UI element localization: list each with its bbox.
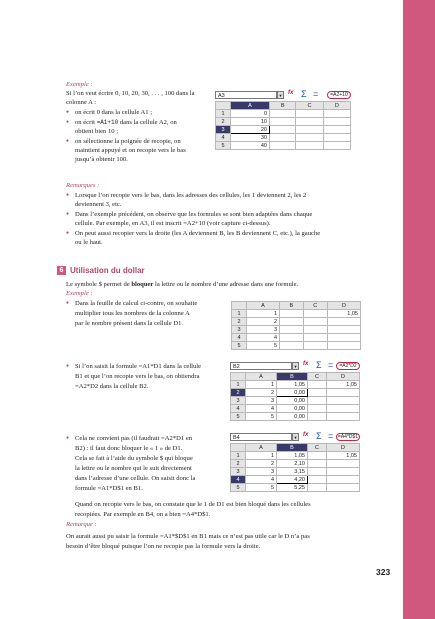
column-header-c[interactable]: C (303, 302, 327, 310)
cell[interactable]: 1,05 (277, 381, 308, 389)
column-header-c[interactable]: C (308, 444, 327, 452)
example-intro-line: Si l’on veut écrire 0, 10, 20, 30, . . . , 100 dans la (66, 90, 195, 97)
cell[interactable]: 1 (247, 310, 280, 318)
cell[interactable]: 0,00 (277, 397, 308, 405)
cell[interactable] (323, 118, 350, 126)
cell[interactable] (296, 142, 323, 150)
cell[interactable] (328, 326, 361, 334)
cell[interactable] (308, 460, 327, 468)
chevron-down-icon[interactable]: ▼ (293, 435, 298, 440)
equals-icon[interactable]: = (313, 89, 319, 99)
cell[interactable] (270, 126, 296, 134)
cell[interactable]: 2 (247, 318, 280, 326)
name-box[interactable]: B2 (230, 362, 292, 370)
cell[interactable]: 5 (246, 484, 277, 492)
cell[interactable]: 5 (247, 342, 280, 350)
bullet-continuation: B1 et que l’on recopie vers le bas, on obtiendra (75, 373, 200, 380)
corner-cell[interactable] (232, 302, 247, 310)
remark-text: On aurait aussi pu saisir la formule =A1*$D$1 en B1 mais ce n’est pas utile car le D n’a pas (66, 533, 310, 540)
row-header[interactable]: 5 (216, 142, 231, 150)
bullet-continuation: maintient appuyé et on recopie vers le bas (75, 147, 186, 154)
example-intro-line: colonne A : (66, 99, 97, 106)
cell[interactable] (280, 326, 304, 334)
row-header[interactable]: 2 (231, 460, 246, 468)
row-header[interactable]: 4 (216, 134, 231, 142)
row-header[interactable]: 5 (231, 484, 246, 492)
remarks-label: Remarques : (66, 182, 100, 189)
cell[interactable] (280, 334, 304, 342)
cell[interactable]: 1 (246, 381, 277, 389)
spreadsheet-example-4 (230, 432, 360, 498)
column-header-d[interactable]: D (326, 444, 359, 452)
cell[interactable] (296, 118, 323, 126)
column-header-a[interactable]: A (246, 444, 277, 452)
bullet-continuation: deviennent 3, etc. (75, 201, 122, 208)
cell[interactable] (323, 142, 350, 150)
bullet-continuation: jusqu’à obtenir 100. (75, 156, 128, 163)
cell[interactable]: 1 (246, 452, 277, 460)
row-header[interactable]: 2 (231, 389, 246, 397)
function-wizard-icon[interactable]: fx (303, 361, 309, 367)
bullet-item: ● Si l’on saisit la formule =A1*D1 dans la cellule (75, 362, 201, 371)
remark-text: besoin d’être bloqué puisque l’on ne recopie pas la formule vers la droite. (66, 543, 261, 550)
column-header-d[interactable]: D (328, 302, 361, 310)
cell[interactable] (326, 389, 359, 397)
spreadsheet-example-3 (230, 361, 360, 427)
spreadsheet-example-1 (215, 90, 351, 156)
chevron-down-icon[interactable]: ▼ (278, 93, 283, 98)
conclusion-text: Quand on recopie vers le bas, on constate que le 1 de D1 est bien bloqué dans les cellules (75, 501, 311, 508)
cell[interactable] (296, 134, 323, 142)
section-number-badge: 6 (57, 266, 66, 275)
cell[interactable]: 2 (246, 460, 277, 468)
spreadsheet-example-2 (231, 301, 361, 351)
bullet-item: ● on écrit =A1+10 dans la cellule A2, on (75, 118, 177, 127)
cell[interactable]: 0 (231, 110, 270, 118)
corner-cell[interactable] (231, 373, 246, 381)
function-wizard-icon[interactable]: fx (303, 432, 309, 438)
name-box[interactable]: A3 (215, 91, 277, 99)
row-header[interactable]: 2 (232, 318, 247, 326)
cell[interactable]: 0,00 (277, 405, 308, 413)
cell[interactable] (308, 468, 327, 476)
column-header-b[interactable]: B (280, 302, 304, 310)
section-title: Utilisation du dollar (70, 266, 145, 275)
cell[interactable]: 4 (246, 476, 277, 484)
cell[interactable] (303, 310, 327, 318)
active-cell[interactable]: 4,20 (277, 476, 308, 484)
row-header[interactable]: 5 (231, 413, 246, 421)
row-header[interactable]: 3 (216, 126, 231, 134)
bullet-item: ● on écrit 0 dans la cellule A1 ; (75, 108, 152, 117)
cell[interactable] (326, 476, 359, 484)
formula-field[interactable]: =A2*D2 (336, 362, 360, 370)
row-header[interactable]: 3 (231, 468, 246, 476)
cell[interactable]: 2 (246, 389, 277, 397)
cell[interactable] (308, 405, 327, 413)
cell[interactable] (303, 318, 327, 326)
row-header[interactable]: 1 (231, 452, 246, 460)
cell[interactable] (326, 397, 359, 405)
cell[interactable]: 30 (231, 134, 270, 142)
cell[interactable] (308, 397, 327, 405)
sum-icon[interactable]: Σ (316, 360, 322, 370)
bullet-continuation: formule =A1*D$1 en B1. (75, 485, 143, 492)
bullet-item: ● on sélectionne la poignée de recopie, on (75, 137, 181, 146)
column-header-c[interactable]: C (308, 373, 327, 381)
column-header-c[interactable]: C (296, 102, 323, 110)
cell[interactable] (296, 126, 323, 134)
equals-icon[interactable]: = (328, 431, 334, 441)
active-cell[interactable]: 0,00 (277, 389, 308, 397)
cell[interactable]: 3 (246, 468, 277, 476)
cell[interactable] (280, 342, 304, 350)
cell[interactable] (326, 468, 359, 476)
bullet-continuation: cellule. Par exemple, en A3, il est inscrit =A2+10 (voir capture ci-dessus). (75, 220, 271, 227)
cell[interactable]: 1,05 (326, 452, 359, 460)
cell[interactable] (326, 484, 359, 492)
row-header[interactable]: 1 (232, 310, 247, 318)
bullet-item: ● Cela ne convient pas (il faudrait =A2*D1 en (75, 434, 192, 443)
cell[interactable]: 1,05 (326, 381, 359, 389)
cell[interactable]: 3,15 (277, 468, 308, 476)
cell[interactable]: 4 (247, 334, 280, 342)
example-label: Exemple : (66, 81, 93, 88)
row-header[interactable]: 1 (231, 381, 246, 389)
cell[interactable] (280, 318, 304, 326)
cell[interactable] (308, 389, 327, 397)
sum-icon[interactable]: Σ (316, 431, 322, 441)
bullet-continuation: obtient bien 10 ; (75, 128, 119, 135)
name-box[interactable]: B4 (230, 433, 292, 441)
cell[interactable] (326, 405, 359, 413)
cell[interactable]: 1,05 (277, 452, 308, 460)
cell[interactable] (303, 326, 327, 334)
bullet-item: ● Dans la feuille de calcul ci-contre, on souhaite (75, 299, 197, 308)
formula-field[interactable]: =A4*D$1 (337, 434, 359, 440)
column-header-a[interactable]: A (231, 102, 270, 110)
row-header[interactable]: 2 (216, 118, 231, 126)
example-label: Exemple : (66, 290, 93, 297)
row-header[interactable]: 5 (232, 342, 247, 350)
cell[interactable]: 0,00 (277, 413, 308, 421)
column-header-b[interactable]: B (277, 444, 308, 452)
cell[interactable] (303, 342, 327, 350)
cell[interactable] (303, 334, 327, 342)
column-header-b[interactable]: B (270, 102, 296, 110)
cell[interactable]: 10 (231, 118, 270, 126)
spreadsheet-grid (230, 372, 360, 421)
cell[interactable] (308, 452, 327, 460)
spreadsheet-grid (231, 301, 361, 350)
cell[interactable]: 5,25 (277, 484, 308, 492)
spreadsheet-grid (230, 443, 360, 492)
bullet-continuation: multiplier tous les nombres de la colonne A (75, 310, 190, 317)
cell[interactable]: 5 (246, 413, 277, 421)
bullet-item: ● Lorsque l’on recopie vers le bas, dans les adresses des cellules, les 1 deviennent 2, les 2 (75, 191, 306, 200)
cell[interactable] (308, 413, 327, 421)
cell[interactable] (270, 118, 296, 126)
bullet-item: ● Dans l’exemple précédent, on observe que les formules se sont bien adaptées dans chaque (75, 210, 312, 219)
column-header-a[interactable]: A (246, 373, 277, 381)
cell[interactable] (270, 134, 296, 142)
cell[interactable]: 40 (231, 142, 270, 150)
page-number: 323 (376, 567, 391, 577)
cell[interactable] (308, 476, 327, 484)
bullet-continuation: par le nombre présent dans la cellule D1. (75, 320, 184, 327)
column-header-a[interactable]: A (247, 302, 280, 310)
cell[interactable] (326, 413, 359, 421)
cell[interactable] (308, 484, 327, 492)
cell[interactable]: 3 (246, 397, 277, 405)
section-intro: Le symbole $ permet de bloquer la lettre ou le nombre d’une adresse dans une formule. (66, 281, 299, 288)
conclusion-text: recopiées. Par exemple en B4, on a bien =A4*D$1. (75, 511, 211, 518)
cell[interactable]: 2,10 (277, 460, 308, 468)
cell[interactable]: 3 (247, 326, 280, 334)
equals-icon[interactable]: = (328, 360, 334, 370)
cell[interactable] (328, 342, 361, 350)
row-header[interactable]: 4 (232, 334, 247, 342)
bullet-continuation: =A2*D2 dans la cellule B2. (75, 383, 149, 390)
cell[interactable] (280, 310, 304, 318)
cell[interactable] (323, 126, 350, 134)
cell[interactable] (308, 381, 327, 389)
chevron-down-icon[interactable]: ▼ (293, 364, 298, 369)
cell[interactable]: 1,05 (328, 310, 361, 318)
bullet-continuation: ou le haut. (75, 239, 103, 246)
row-header[interactable]: 3 (232, 326, 247, 334)
row-header[interactable]: 1 (216, 110, 231, 118)
column-header-b[interactable]: B (277, 373, 308, 381)
cell[interactable] (328, 334, 361, 342)
row-header[interactable]: 4 (231, 405, 246, 413)
formula-field[interactable]: =A2+10 (327, 91, 351, 99)
bullet-continuation: dans l’adresse d’une cellule. On saisit donc la (75, 475, 196, 482)
cell[interactable] (296, 110, 323, 118)
bullet-continuation: la lettre ou le nombre qui le suit directement (75, 465, 192, 472)
cell[interactable] (328, 318, 361, 326)
cell[interactable]: 4 (246, 405, 277, 413)
bullet-continuation: Cela se fait à l’aide du symbole $ qui bloque (75, 455, 193, 462)
cell[interactable] (323, 110, 350, 118)
spreadsheet-grid (215, 101, 351, 150)
column-header-d[interactable]: D (323, 102, 350, 110)
cell[interactable] (323, 134, 350, 142)
corner-cell[interactable] (216, 102, 231, 110)
row-header[interactable]: 4 (231, 476, 246, 484)
cell[interactable] (270, 142, 296, 150)
sum-icon[interactable]: Σ (301, 89, 307, 99)
corner-cell[interactable] (231, 444, 246, 452)
function-wizard-icon[interactable]: fx (288, 90, 294, 96)
cell[interactable] (270, 110, 296, 118)
row-header[interactable]: 3 (231, 397, 246, 405)
remark-label: Remarque : (66, 521, 97, 528)
chapter-sidebar-band (403, 0, 435, 619)
cell[interactable] (326, 460, 359, 468)
bullet-item: ● On peut aussi recopier vers la droite (les A deviennent B, les B deviennent C, etc.), la gauche (75, 229, 320, 238)
bullet-continuation: B2) : il faut donc bloquer le « 1 » de D1. (75, 445, 183, 452)
active-cell[interactable]: 20 (231, 126, 270, 134)
column-header-d[interactable]: D (326, 373, 359, 381)
